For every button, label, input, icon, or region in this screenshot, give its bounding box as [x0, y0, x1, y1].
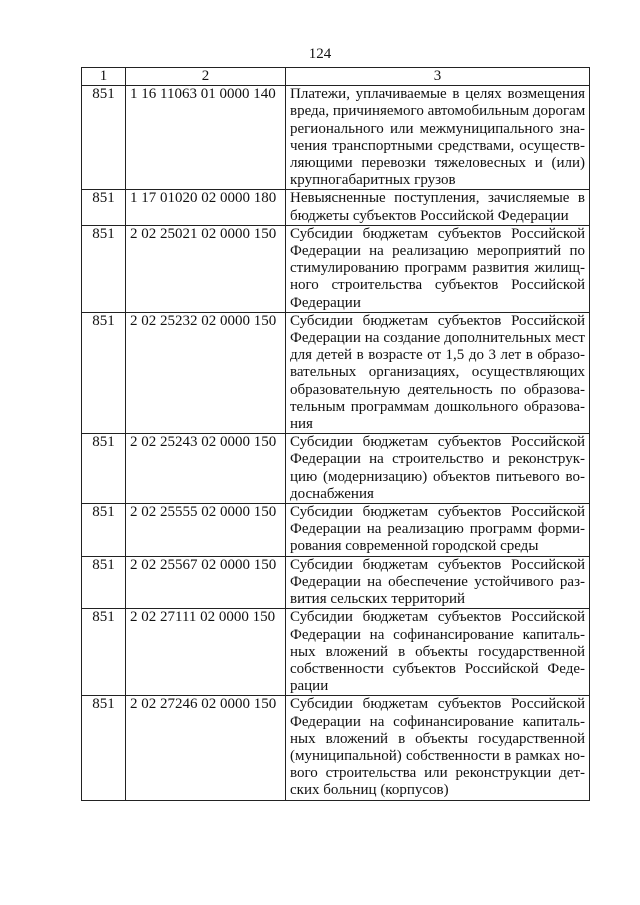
admin-code-cell: 851 — [82, 225, 126, 312]
admin-code-cell: 851 — [82, 86, 126, 190]
description-line: цию (модернизацию) объектов питьевого во- — [290, 468, 585, 485]
description-line: ния — [290, 416, 313, 433]
description-line: рации — [290, 678, 329, 695]
description-line: тельным программам дошкольного образова- — [290, 398, 585, 415]
revenue-code-cell: 1 17 01020 02 0000 180 — [126, 190, 286, 225]
table-body — [82, 86, 590, 800]
description-line: Федерации на обеспечение устойчивого раз- — [290, 573, 585, 590]
table-row — [82, 190, 590, 225]
description-line: Невыясненные поступления, зачисляемые в — [290, 190, 585, 207]
description-cell — [286, 86, 590, 190]
description-line: Субсидии бюджетам субъектов Российской — [290, 696, 585, 713]
description-line: для детей в возрасте от 1,5 до 3 лет в образо- — [290, 347, 585, 364]
description-line: Субсидии бюджетам субъектов Российской — [290, 312, 585, 329]
revenue-codes-table — [81, 67, 590, 801]
description-cell — [286, 434, 590, 504]
description-line: ных вложений в объекты государственной — [290, 643, 585, 660]
table-row — [82, 609, 590, 696]
description-line: Федерации на реализацию программ форми- — [290, 521, 585, 538]
description-line: Федерации на софинансирование капиталь- — [290, 713, 585, 730]
revenue-code-cell: 2 02 25567 02 0000 150 — [126, 556, 286, 609]
description-line: ных вложений в объекты государственной — [290, 730, 585, 747]
description-cell — [286, 696, 590, 800]
description-line: Субсидии бюджетам субъектов Российской — [290, 609, 585, 626]
description-line: образовательную деятельность по образова- — [290, 381, 585, 398]
table-header-row — [82, 68, 590, 86]
admin-code-cell: 851 — [82, 609, 126, 696]
description-line: Платежи, уплачиваемые в целях возмещения — [290, 86, 585, 103]
description-line: рования современной городской среды — [290, 538, 539, 555]
revenue-code-cell: 2 02 27111 02 0000 150 — [126, 609, 286, 696]
revenue-code-cell: 2 02 25243 02 0000 150 — [126, 434, 286, 504]
description-cell — [286, 312, 590, 433]
description-line: стимулированию программ развития жилищ- — [290, 260, 585, 277]
admin-code-cell: 851 — [82, 312, 126, 433]
description-line: ляющими перевозки тяжеловесных и (или) — [290, 155, 585, 172]
description-line: чения транспортными средствами, осуществ- — [290, 137, 585, 154]
table-row — [82, 696, 590, 800]
description-line: бюджеты субъектов Российской Федерации — [290, 207, 569, 224]
description-cell — [286, 225, 590, 312]
admin-code-cell: 851 — [82, 190, 126, 225]
table-row — [82, 86, 590, 190]
admin-code-cell: 851 — [82, 504, 126, 557]
description-cell — [286, 556, 590, 609]
description-line: собственности субъектов Российской Феде- — [290, 660, 585, 677]
admin-code-cell: 851 — [82, 696, 126, 800]
description-line: Федерации на реализацию мероприятий по — [290, 243, 585, 260]
description-line: регионального или межмуниципального зна- — [290, 120, 585, 137]
revenue-code-cell: 2 02 25555 02 0000 150 — [126, 504, 286, 557]
description-line: Субсидии бюджетам субъектов Российской — [290, 434, 585, 451]
description-line: вого строительства или реконструкции дет- — [290, 765, 585, 782]
column-header-3: 3 — [286, 68, 590, 86]
table-row — [82, 556, 590, 609]
description-cell — [286, 190, 590, 225]
revenue-code-cell: 2 02 27246 02 0000 150 — [126, 696, 286, 800]
description-line: Федерации на создание дополнительных мест — [290, 330, 585, 347]
column-header-1: 1 — [82, 68, 126, 86]
description-line: вития сельских территорий — [290, 591, 466, 608]
description-line: Субсидии бюджетам субъектов Российской — [290, 556, 585, 573]
table-row — [82, 312, 590, 433]
description-cell — [286, 609, 590, 696]
description-line: Федерации — [290, 294, 361, 311]
revenue-code-cell: 2 02 25232 02 0000 150 — [126, 312, 286, 433]
revenue-code-cell: 1 16 11063 01 0000 140 — [126, 86, 286, 190]
description-line: ного строительства субъектов Российской — [290, 277, 585, 294]
column-header-2: 2 — [126, 68, 286, 86]
description-line: ских больниц (корпусов) — [290, 782, 449, 799]
description-cell — [286, 504, 590, 557]
admin-code-cell: 851 — [82, 434, 126, 504]
table-row — [82, 225, 590, 312]
description-line: Федерации на софинансирование капиталь- — [290, 626, 585, 643]
admin-code-cell: 851 — [82, 556, 126, 609]
description-line: вательных организациях, осуществляющих — [290, 364, 585, 381]
description-line: Субсидии бюджетам субъектов Российской — [290, 504, 585, 521]
table-row — [82, 434, 590, 504]
table-row — [82, 504, 590, 557]
description-line: крупногабаритных грузов — [290, 172, 456, 189]
description-line: (муниципальной) собственности в рамках но- — [290, 747, 585, 764]
description-line: доснабжения — [290, 485, 374, 502]
description-line: вреда, причиняемого автомобильным дорогам — [290, 103, 586, 120]
revenue-code-cell: 2 02 25021 02 0000 150 — [126, 225, 286, 312]
description-line: Субсидии бюджетам субъектов Российской — [290, 225, 585, 242]
page-number: 124 — [308, 46, 332, 62]
description-line: Федерации на строительство и реконструк- — [290, 451, 585, 468]
